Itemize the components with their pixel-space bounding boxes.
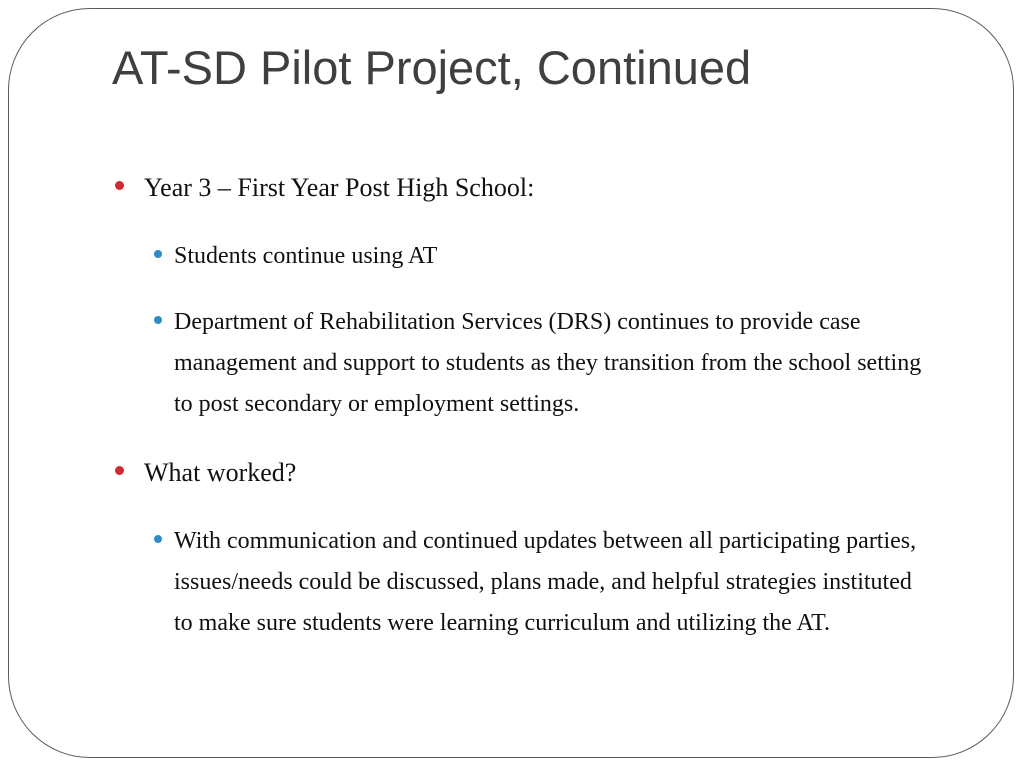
red-bullet-icon: [115, 466, 124, 475]
slide-title: AT-SD Pilot Project, Continued: [112, 41, 752, 94]
blue-bullet-icon: [154, 250, 162, 258]
bullet-text: With communication and continued updates between all participating parties, issues/needs could be discussed, plans made, and helpful strategies instituted to make sure students were learning curriculum and utilizing the AT.: [174, 528, 917, 636]
blue-bullet-icon: [154, 535, 162, 543]
bullet-level1: [112, 453, 932, 493]
blue-bullet-icon: [154, 316, 162, 324]
bullet-text: Department of Rehabilitation Services (DRS) continues to provide case management and support to students as they transition from the school setting to post secondary or employment settings.: [174, 309, 922, 417]
bullet-level2: [112, 236, 932, 277]
bullet-text: Students continue using AT: [174, 243, 438, 269]
red-bullet-icon: [115, 181, 124, 190]
bullet-text: Year 3 – First Year Post High School:: [144, 173, 535, 202]
slide-content: [112, 168, 932, 644]
bullet-level1: [112, 168, 932, 208]
bullet-level2: [112, 302, 932, 425]
bullet-level2: [112, 521, 932, 644]
bullet-text: What worked?: [144, 458, 297, 487]
